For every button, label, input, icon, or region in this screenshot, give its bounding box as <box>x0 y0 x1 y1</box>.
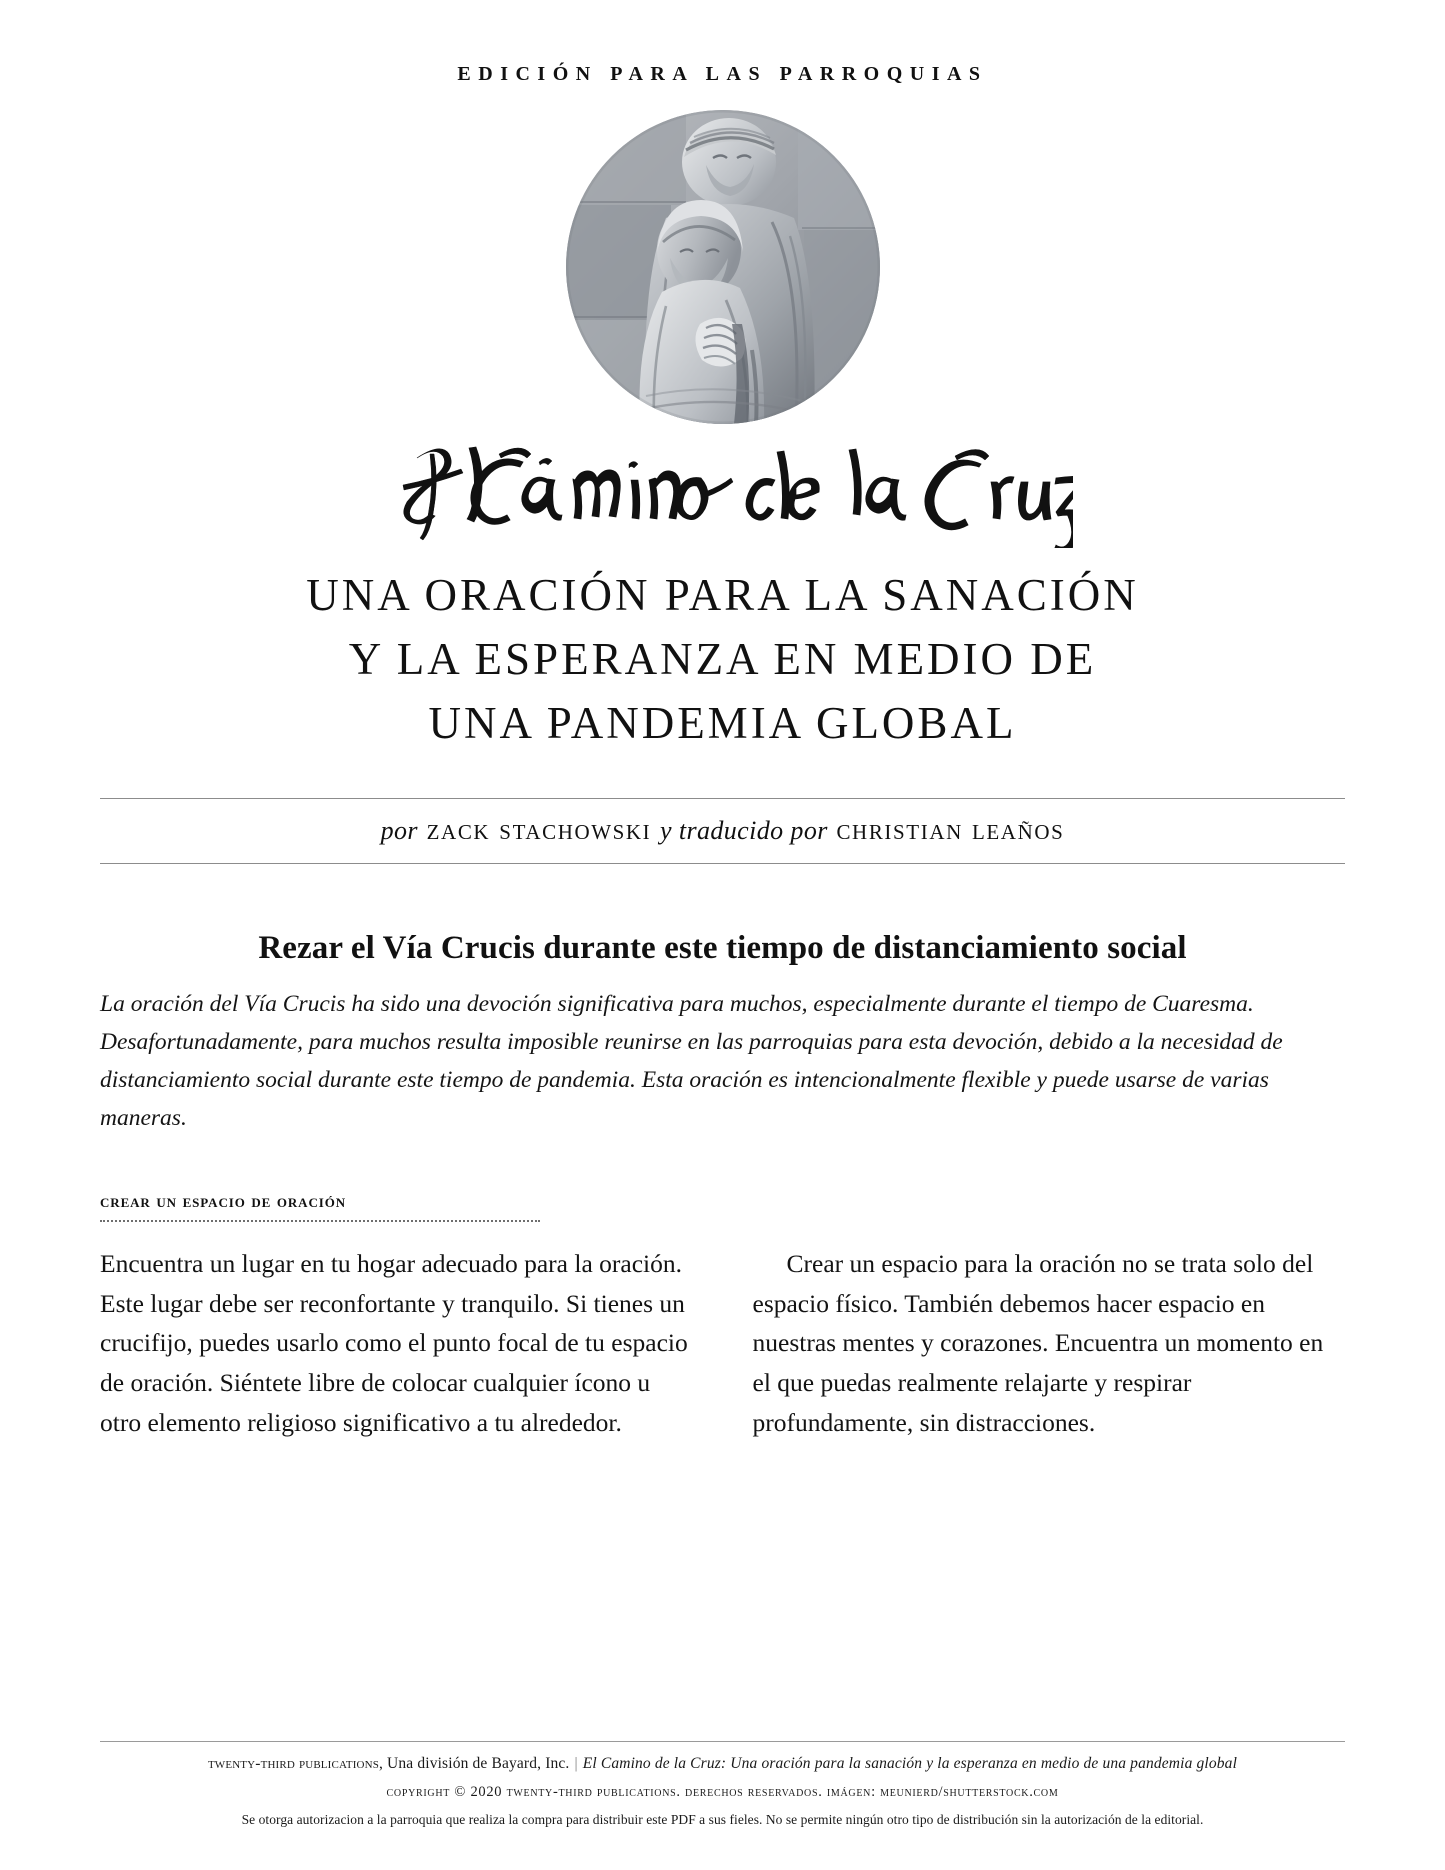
script-title-artwork <box>373 440 1073 548</box>
byline <box>100 813 1345 847</box>
column-left-paragraph: Encuentra un lugar en tu hogar adecuado para la oración. Este lugar debe ser reconfortante y tranquilo. Si tienes un crucifijo, puedes usarlo como el punto focal de tu espacio de oración. Siéntete libre de colocar cualquier ícono u otro elemento religioso significativo a tu alrededor. <box>100 1248 688 1437</box>
article-heading: Rezar el Vía Crucis durante este tiempo de distanciamiento social <box>258 929 1187 966</box>
column-right-paragraph: Crear un espacio para la oración no se trata solo del espacio físico. También debemos hacer espacio en nuestras mentes y corazones. Encuentra un momento en el que puedas realmente relajarte y respirar profundamente, sin distracciones. <box>752 1248 1324 1437</box>
subtitle-line-3: UNA PANDEMIA GLOBAL <box>428 697 1017 748</box>
subsection-block <box>100 1191 1345 1222</box>
byline-by-label: por <box>380 815 418 845</box>
article-lede: La oración del Vía Crucis ha sido una devoción significativa para muchos, especialmente durante el tiempo de Cuaresma. Desafortunadamente, para muchos resulta imposible reunirse en las parroquias para esta devoción, debido a la necesidad de distanciamiento social durante este tiempo de pandemia. Esta oración es intencionalmente flexible y puede usarse de varias maneras. <box>100 990 1283 1131</box>
footer-rule <box>100 1741 1345 1742</box>
footer-separator: | <box>574 1755 578 1772</box>
subsection-title: crear un espacio de oración <box>100 1190 347 1212</box>
edition-kicker: EDICIÓN PARA LAS PARROQUIAS <box>457 63 988 85</box>
page-footer <box>100 1741 1345 1828</box>
byline-author: zack stachowski <box>426 812 652 846</box>
footer-copyright: copyright © 2020 twenty-third publications. derechos reservados. imágen: meunierd/shutterstock.com <box>386 1784 1059 1800</box>
byline-translator: christian leaños <box>836 812 1065 846</box>
byline-translator-label: y traducido por <box>659 815 828 845</box>
stone-relief-photo-icon <box>566 110 880 424</box>
script-title <box>100 440 1345 548</box>
subtitle-line-1: UNA ORACIÓN PARA LA SANACIÓN <box>306 570 1139 620</box>
footer-publisher-rest: , Una división de Bayard, Inc. <box>379 1755 570 1772</box>
footer-publisher: twenty-third publications <box>207 1755 379 1772</box>
footer-license: Se otorga autorizacion a la parroquia que realiza la compra para distribuir este PDF a sus fieles. No se permite ningún otro tipo de distribución sin la autorización de la editorial. <box>241 1812 1204 1827</box>
body-column-right <box>753 1244 1346 1443</box>
footer-publisher-line <box>100 1755 1345 1773</box>
subtitle-line-2: Y LA ESPERANZA EN MEDIO DE <box>348 633 1097 684</box>
footer-work-title: El Camino de la Cruz: Una oración para la sanación y la esperanza en medio de una pandemia global <box>582 1755 1238 1772</box>
body-column-left <box>100 1244 693 1443</box>
subsection-dotted-rule <box>100 1220 540 1222</box>
subtitle <box>100 564 1345 756</box>
body-columns <box>100 1244 1345 1443</box>
byline-block <box>100 798 1345 864</box>
hero-image-wrap <box>100 110 1345 424</box>
hero-circular-photo <box>566 110 880 424</box>
